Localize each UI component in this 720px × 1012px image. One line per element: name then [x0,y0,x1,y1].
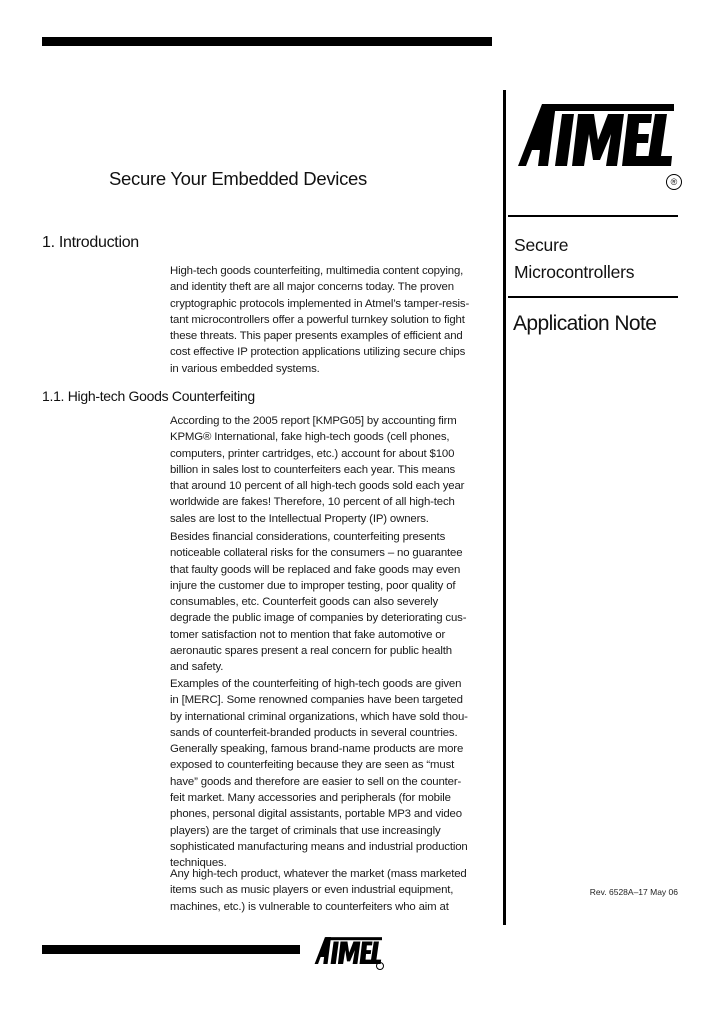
text-line: tant microcontrollers offer a powerful turnkey solution to fight [170,313,465,326]
section-heading-introduction: 1. Introduction [42,234,139,251]
text-line: by international criminal organizations, which have sold thou- [170,710,468,723]
document-title: Secure Your Embedded Devices [109,168,367,189]
text-line: that faulty goods will be replaced and fake goods may even [170,563,461,576]
section-heading-counterfeiting: 1.1. High-tech Goods Counterfeiting [42,388,255,404]
footer-rule [42,945,300,954]
text-line: High-tech goods counterfeiting, multimedia content copying, [170,265,464,277]
atmel-footer-logo [312,935,382,967]
text-line: in [MERC]. Some renowned companies have been targeted [170,694,463,707]
body-paragraph-3 [170,676,490,872]
text-line: sales are lost to the Intellectual Property (IP) owners. [170,512,429,525]
text-line: that around 10 percent of all high-tech goods sold each year [170,480,465,493]
header-rule [42,37,492,46]
text-line: Any high-tech product, whatever the market (mass marketed [170,868,467,880]
registered-trademark-icon: ® [666,174,682,190]
sidebar-doc-type: Application Note [513,312,657,335]
text-line: consumables, etc. Counterfeit goods can also severely [170,596,439,609]
text-line: sophisticated manufacturing means and industrial production [170,840,468,853]
text-line: cryptographic protocols implemented in Atmel’s tamper-resis- [170,297,470,310]
text-line: degrade the public image of companies by deteriorating cus- [170,612,467,625]
text-line: tomer satisfaction not to mention that fake automotive or [170,628,446,641]
intro-paragraph [170,263,490,377]
body-paragraph-2 [170,529,490,676]
revision-label: Rev. 6528A–17 May 06 [589,887,678,897]
text-line: cost effective IP protection applications utilizing secure chips [170,346,466,359]
text-line: phones, personal digital assistants, portable MP3 and video [170,808,462,821]
text-line: and identity theft are all major concerns today. The proven [170,281,454,294]
registered-trademark-footer-icon [376,962,384,970]
text-line: sands of counterfeit-branded products in several countries. [170,726,458,739]
text-line: Examples of the counterfeiting of high-tech goods are given [170,678,462,690]
text-line: aeronautic spares present a real concern for public health [170,645,452,658]
text-line: feit market. Many accessories and peripherals (for mobile [170,792,451,805]
text-line: billion in sales lost to counterfeiters each year. This means [170,463,456,476]
text-line: worldwide are fakes! Therefore, 10 percent of all high-tech [170,496,455,509]
text-line: exposed to counterfeiting because they are seen as “must [170,759,455,772]
text-line: injure the customer due to improper testing, poor quality of [170,579,456,592]
sidebar-title-line2: Microcontrollers [514,262,635,282]
text-line: have” goods and therefore are easier to sell on the counter- [170,775,462,788]
text-line: players) are the target of criminals that use increasingly [170,824,441,837]
text-line: and safety. [170,661,224,674]
text-line: noticeable collateral risks for the consumers – no guarantee [170,547,463,560]
text-line: According to the 2005 report [KMPG05] by accounting firm [170,415,457,427]
text-line: Besides financial considerations, counterfeiting presents [170,531,446,543]
body-paragraph-4 [170,866,490,915]
text-line: techniques. [170,857,227,870]
body-paragraph-1 [170,413,490,527]
text-line: computers, printer cartridges, etc.) account for about $100 [170,447,455,460]
sidebar-rule-bottom [508,296,678,298]
text-line: items such as music players or even industrial equipment, [170,884,454,897]
text-line: KPMG® International, fake high-tech goods (cell phones, [170,431,450,444]
text-line: these threats. This paper presents examples of efficient and [170,330,463,343]
sidebar-divider [503,90,506,925]
sidebar-title-line1: Secure [514,235,569,255]
sidebar-title [514,232,684,286]
atmel-logo [512,100,674,172]
sidebar-rule-top [508,215,678,217]
text-line: Generally speaking, famous brand-name products are more [170,743,464,756]
text-line: in various embedded systems. [170,362,320,375]
text-line: machines, etc.) is vulnerable to counterfeiters who aim at [170,900,449,913]
